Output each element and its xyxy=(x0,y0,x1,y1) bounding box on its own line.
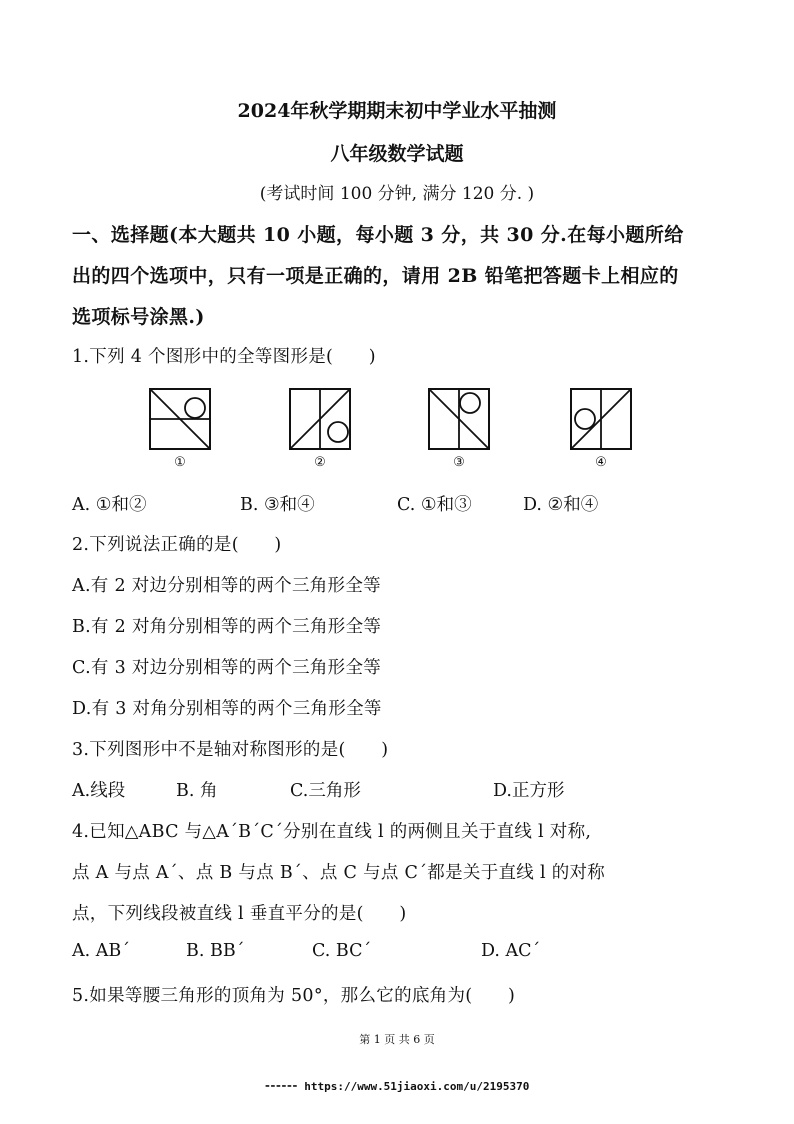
q1-option-d: D. ②和④ xyxy=(523,495,599,515)
q3-option-d: D.正方形 xyxy=(493,781,565,801)
section-1-line-2: 出的四个选项中，只有一项是正确的，请用 2B 铅笔把答题卡上相应的 xyxy=(72,265,679,287)
q4-option-c: C. BC´ xyxy=(312,941,372,961)
q1-figure-4 xyxy=(570,388,632,450)
q3-option-c: C.三角形 xyxy=(290,781,361,801)
q3-option-b: B. 角 xyxy=(176,781,218,801)
q3-stem: 3.下列图形中不是轴对称图形的是( ) xyxy=(72,740,389,760)
q1-figure-4-label: ④ xyxy=(595,455,607,470)
section-1-line-3: 选项标号涂黑.) xyxy=(72,306,205,328)
q1-figure-2 xyxy=(289,388,351,450)
q4-line-1: 4.已知△ABC 与△A´B´C´分别在直线 l 的两侧且关于直线 l 对称, xyxy=(72,822,592,842)
section-1-line-1: 一、选择题(本大题共 10 小题，每小题 3 分，共 30 分.在每小题所给 xyxy=(72,224,684,246)
q2-option-d: D.有 3 对角分别相等的两个三角形全等 xyxy=(72,699,382,719)
exam-note: (考试时间 100 分钟, 满分 120 分. ) xyxy=(259,184,535,204)
q2-option-a: A.有 2 对边分别相等的两个三角形全等 xyxy=(72,576,381,596)
q3-option-a: A.线段 xyxy=(72,781,126,801)
q4-line-3: 点，下列线段被直线 l 垂直平分的是( ) xyxy=(72,904,407,924)
q1-stem: 1.下列 4 个图形中的全等图形是( ) xyxy=(72,347,376,367)
q4-option-b: B. BB´ xyxy=(186,941,245,961)
q1-figure-2-label: ② xyxy=(314,455,326,470)
q4-option-a: A. AB´ xyxy=(72,941,131,961)
q2-stem: 2.下列说法正确的是( ) xyxy=(72,535,282,555)
q4-line-2: 点 A 与点 A´、点 B 与点 B´、点 C 与点 C´都是关于直线 l 的对称 xyxy=(72,863,606,883)
q5-stem: 5.如果等腰三角形的顶角为 50°，那么它的底角为( ) xyxy=(72,986,516,1006)
q1-option-b: B. ③和④ xyxy=(240,495,315,515)
q1-option-a: A. ①和② xyxy=(72,495,147,515)
page-number: 第 1 页 共 6 页 xyxy=(359,1033,435,1046)
q1-figure-3 xyxy=(428,388,490,450)
exam-title: 2024年秋学期期末初中学业水平抽测 xyxy=(237,100,557,122)
exam-subtitle: 八年级数学试题 xyxy=(330,143,464,165)
q2-option-c: C.有 3 对边分别相等的两个三角形全等 xyxy=(72,658,382,678)
q1-option-c: C. ①和③ xyxy=(397,495,472,515)
q4-option-d: D. AC´ xyxy=(481,941,541,961)
q2-option-b: B.有 2 对角分别相等的两个三角形全等 xyxy=(72,617,382,637)
q1-figure-1 xyxy=(149,388,211,450)
q1-figure-3-label: ③ xyxy=(453,455,465,470)
q1-figure-1-label: ① xyxy=(174,455,186,470)
source-url[interactable]: ⁃⁃⁃⁃⁃⁃ https://www.51jiaoxi.com/u/2195370 xyxy=(264,1080,530,1093)
